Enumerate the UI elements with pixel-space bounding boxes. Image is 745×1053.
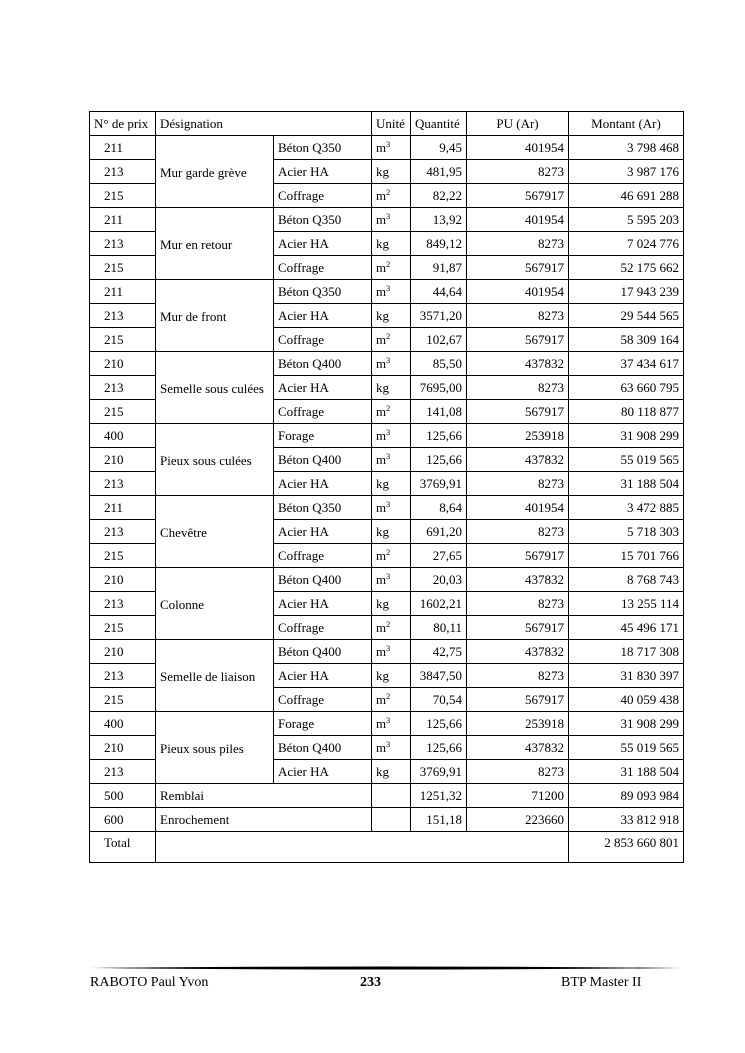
item-cell: Acier HA <box>274 760 372 784</box>
quantity-cell: 8,64 <box>411 496 467 520</box>
unit-cell <box>372 664 411 688</box>
quantity-cell: 85,50 <box>411 352 467 376</box>
item-cell: Béton Q400 <box>274 640 372 664</box>
amount-cell: 58 309 164 <box>569 328 684 352</box>
unit-text: m <box>376 572 387 587</box>
unit-exponent: 2 <box>386 548 391 557</box>
total-amount: 2 853 660 801 <box>569 832 684 863</box>
unit-cell <box>372 376 411 400</box>
group-designation-cell: Semelle sous culées <box>156 352 274 424</box>
unit-cell <box>372 616 411 640</box>
amount-cell: 31 908 299 <box>569 424 684 448</box>
item-cell: Forage <box>274 712 372 736</box>
unit-cell <box>372 448 411 472</box>
item-cell: Béton Q350 <box>274 208 372 232</box>
unit-cell <box>372 232 411 256</box>
unit-price-cell: 401954 <box>467 208 569 232</box>
price-number-cell: 600 <box>90 808 156 832</box>
group-designation-cell: Pieux sous piles <box>156 712 274 784</box>
footer-course: BTP Master II <box>561 975 642 990</box>
unit-text: m <box>376 212 387 227</box>
unit-cell <box>372 592 411 616</box>
item-cell: Acier HA <box>274 376 372 400</box>
amount-cell: 55 019 565 <box>569 736 684 760</box>
unit-text: m <box>376 428 387 443</box>
unit-price-cell: 567917 <box>467 184 569 208</box>
unit-text: m <box>376 332 387 347</box>
quantity-cell: 13,92 <box>411 208 467 232</box>
unit-cell <box>372 472 411 496</box>
quantity-cell: 42,75 <box>411 640 467 664</box>
unit-cell <box>372 208 411 232</box>
amount-cell: 52 175 662 <box>569 256 684 280</box>
amount-cell: 5 595 203 <box>569 208 684 232</box>
item-cell: Acier HA <box>274 592 372 616</box>
amount-cell: 5 718 303 <box>569 520 684 544</box>
unit-price-cell: 437832 <box>467 568 569 592</box>
unit-exponent: 2 <box>386 188 391 197</box>
header-unit: Unité <box>372 112 411 136</box>
unit-price-cell: 567917 <box>467 400 569 424</box>
item-cell: Coffrage <box>274 616 372 640</box>
unit-text: kg <box>376 596 389 611</box>
unit-exponent: 3 <box>386 356 391 365</box>
quantity-cell: 849,12 <box>411 232 467 256</box>
unit-price-cell: 8273 <box>467 472 569 496</box>
unit-text: kg <box>376 476 389 491</box>
unit-cell <box>372 808 411 832</box>
price-number-cell: 211 <box>90 208 156 232</box>
group-designation-cell: Mur de front <box>156 280 274 352</box>
footer-page-number: 233 <box>360 975 381 990</box>
unit-price-cell: 567917 <box>467 688 569 712</box>
unit-cell <box>372 184 411 208</box>
amount-cell: 17 943 239 <box>569 280 684 304</box>
group-designation-cell: Semelle de liaison <box>156 640 274 712</box>
quantity-cell: 1251,32 <box>411 784 467 808</box>
unit-exponent: 2 <box>386 404 391 413</box>
price-number-cell: 213 <box>90 472 156 496</box>
table-row <box>90 208 684 232</box>
unit-text: kg <box>376 668 389 683</box>
bill-of-quantities-table <box>89 111 684 863</box>
table-row <box>90 280 684 304</box>
quantity-cell: 1602,21 <box>411 592 467 616</box>
amount-cell: 55 019 565 <box>569 448 684 472</box>
price-number-cell: 500 <box>90 784 156 808</box>
unit-price-cell: 8273 <box>467 664 569 688</box>
quantity-cell: 3769,91 <box>411 472 467 496</box>
unit-text: kg <box>376 236 389 251</box>
unit-exponent: 3 <box>386 572 391 581</box>
unit-text: kg <box>376 764 389 779</box>
unit-text: m <box>376 284 387 299</box>
item-cell: Béton Q350 <box>274 280 372 304</box>
price-number-cell: 215 <box>90 328 156 352</box>
unit-exponent: 2 <box>386 692 391 701</box>
amount-cell: 63 660 795 <box>569 376 684 400</box>
quantity-cell: 125,66 <box>411 424 467 448</box>
quantity-cell: 80,11 <box>411 616 467 640</box>
item-cell: Acier HA <box>274 304 372 328</box>
quantity-cell: 27,65 <box>411 544 467 568</box>
quantity-cell: 102,67 <box>411 328 467 352</box>
quantity-cell: 141,08 <box>411 400 467 424</box>
quantity-cell: 125,66 <box>411 736 467 760</box>
designation-cell: Remblai <box>156 784 372 808</box>
table-row <box>90 568 684 592</box>
group-designation-cell: Colonne <box>156 568 274 640</box>
unit-price-cell: 567917 <box>467 616 569 640</box>
item-cell: Acier HA <box>274 160 372 184</box>
unit-text: m <box>376 260 387 275</box>
table-body <box>90 112 684 863</box>
price-number-cell: 215 <box>90 616 156 640</box>
table-row <box>90 496 684 520</box>
unit-price-cell: 437832 <box>467 352 569 376</box>
price-number-cell: 211 <box>90 280 156 304</box>
item-cell: Béton Q400 <box>274 448 372 472</box>
item-cell: Acier HA <box>274 520 372 544</box>
unit-cell <box>372 328 411 352</box>
unit-price-cell: 401954 <box>467 136 569 160</box>
unit-cell <box>372 280 411 304</box>
amount-cell: 80 118 877 <box>569 400 684 424</box>
unit-exponent: 3 <box>386 500 391 509</box>
unit-text: m <box>376 404 387 419</box>
table-row <box>90 784 684 808</box>
unit-text: kg <box>376 164 389 179</box>
unit-cell <box>372 304 411 328</box>
unit-exponent: 3 <box>386 212 391 221</box>
item-cell: Acier HA <box>274 232 372 256</box>
unit-exponent: 3 <box>386 140 391 149</box>
amount-cell: 13 255 114 <box>569 592 684 616</box>
group-designation-cell: Chevêtre <box>156 496 274 568</box>
unit-text: m <box>376 644 387 659</box>
quantity-cell: 44,64 <box>411 280 467 304</box>
amount-cell: 33 812 918 <box>569 808 684 832</box>
price-number-cell: 213 <box>90 760 156 784</box>
quantity-cell: 9,45 <box>411 136 467 160</box>
amount-cell: 3 472 885 <box>569 496 684 520</box>
header-qty: Quantité <box>411 112 467 136</box>
unit-price-cell: 8273 <box>467 520 569 544</box>
quantity-cell: 70,54 <box>411 688 467 712</box>
unit-price-cell: 8273 <box>467 760 569 784</box>
item-cell: Coffrage <box>274 544 372 568</box>
unit-exponent: 3 <box>386 740 391 749</box>
unit-text: m <box>376 452 387 467</box>
item-cell: Coffrage <box>274 400 372 424</box>
amount-cell: 3 987 176 <box>569 160 684 184</box>
footer-author: RABOTO Paul Yvon <box>90 975 209 990</box>
amount-cell: 31 188 504 <box>569 760 684 784</box>
unit-cell <box>372 544 411 568</box>
item-cell: Béton Q350 <box>274 496 372 520</box>
header-pu: PU (Ar) <box>467 112 569 136</box>
unit-cell <box>372 736 411 760</box>
unit-exponent: 2 <box>386 620 391 629</box>
amount-cell: 29 544 565 <box>569 304 684 328</box>
designation-cell: Enrochement <box>156 808 372 832</box>
quantity-cell: 125,66 <box>411 712 467 736</box>
item-cell: Acier HA <box>274 472 372 496</box>
unit-text: kg <box>376 308 389 323</box>
price-number-cell: 211 <box>90 496 156 520</box>
unit-exponent: 2 <box>386 332 391 341</box>
table-row <box>90 352 684 376</box>
unit-cell <box>372 496 411 520</box>
unit-text: m <box>376 356 387 371</box>
unit-cell <box>372 400 411 424</box>
unit-price-cell: 401954 <box>467 280 569 304</box>
quantity-cell: 151,18 <box>411 808 467 832</box>
amount-cell: 89 093 984 <box>569 784 684 808</box>
price-number-cell: 400 <box>90 424 156 448</box>
item-cell: Béton Q400 <box>274 568 372 592</box>
price-number-cell: 213 <box>90 520 156 544</box>
unit-exponent: 3 <box>386 716 391 725</box>
unit-text: m <box>376 500 387 515</box>
item-cell: Coffrage <box>274 184 372 208</box>
unit-cell <box>372 256 411 280</box>
quantity-cell: 20,03 <box>411 568 467 592</box>
amount-cell: 8 768 743 <box>569 568 684 592</box>
item-cell: Béton Q400 <box>274 352 372 376</box>
group-designation-cell: Mur garde grève <box>156 136 274 208</box>
unit-price-cell: 8273 <box>467 592 569 616</box>
unit-price-cell: 437832 <box>467 640 569 664</box>
table-row <box>90 712 684 736</box>
total-label: Total <box>90 832 156 863</box>
unit-text: kg <box>376 380 389 395</box>
unit-price-cell: 223660 <box>467 808 569 832</box>
item-cell: Coffrage <box>274 328 372 352</box>
amount-cell: 40 059 438 <box>569 688 684 712</box>
group-designation-cell: Pieux sous culées <box>156 424 274 496</box>
unit-cell <box>372 784 411 808</box>
unit-cell <box>372 640 411 664</box>
quantity-cell: 91,87 <box>411 256 467 280</box>
quantity-cell: 481,95 <box>411 160 467 184</box>
unit-cell <box>372 352 411 376</box>
unit-text: m <box>376 620 387 635</box>
unit-cell <box>372 712 411 736</box>
unit-cell <box>372 136 411 160</box>
table-row <box>90 640 684 664</box>
price-number-cell: 215 <box>90 688 156 712</box>
unit-cell <box>372 520 411 544</box>
item-cell: Béton Q350 <box>274 136 372 160</box>
unit-exponent: 3 <box>386 452 391 461</box>
item-cell: Béton Q400 <box>274 736 372 760</box>
quantity-cell: 691,20 <box>411 520 467 544</box>
amount-cell: 31 188 504 <box>569 472 684 496</box>
unit-exponent: 3 <box>386 428 391 437</box>
amount-cell: 31 908 299 <box>569 712 684 736</box>
price-number-cell: 215 <box>90 544 156 568</box>
unit-price-cell: 567917 <box>467 328 569 352</box>
header-row <box>90 112 684 136</box>
header-num: N° de prix <box>90 112 156 136</box>
unit-price-cell: 8273 <box>467 160 569 184</box>
price-number-cell: 213 <box>90 304 156 328</box>
amount-cell: 45 496 171 <box>569 616 684 640</box>
total-row <box>90 832 684 863</box>
price-number-cell: 213 <box>90 592 156 616</box>
unit-text: m <box>376 140 387 155</box>
quantity-cell: 3847,50 <box>411 664 467 688</box>
unit-cell <box>372 160 411 184</box>
unit-price-cell: 437832 <box>467 736 569 760</box>
amount-cell: 46 691 288 <box>569 184 684 208</box>
unit-cell <box>372 568 411 592</box>
price-number-cell: 215 <box>90 400 156 424</box>
unit-text: m <box>376 548 387 563</box>
item-cell: Forage <box>274 424 372 448</box>
unit-price-cell: 401954 <box>467 496 569 520</box>
unit-price-cell: 567917 <box>467 544 569 568</box>
unit-price-cell: 8273 <box>467 376 569 400</box>
unit-text: m <box>376 716 387 731</box>
unit-cell <box>372 688 411 712</box>
unit-price-cell: 437832 <box>467 448 569 472</box>
unit-text: m <box>376 692 387 707</box>
price-number-cell: 210 <box>90 736 156 760</box>
price-number-cell: 215 <box>90 184 156 208</box>
header-designation: Désignation <box>156 112 372 136</box>
item-cell: Coffrage <box>274 688 372 712</box>
unit-price-cell: 567917 <box>467 256 569 280</box>
amount-cell: 7 024 776 <box>569 232 684 256</box>
price-number-cell: 213 <box>90 160 156 184</box>
group-designation-cell: Mur en retour <box>156 208 274 280</box>
footer-divider <box>90 966 682 970</box>
quantity-cell: 7695,00 <box>411 376 467 400</box>
price-number-cell: 210 <box>90 640 156 664</box>
unit-exponent: 3 <box>386 284 391 293</box>
unit-cell <box>372 760 411 784</box>
price-number-cell: 210 <box>90 352 156 376</box>
amount-cell: 3 798 468 <box>569 136 684 160</box>
unit-exponent: 2 <box>386 260 391 269</box>
header-amount: Montant (Ar) <box>569 112 684 136</box>
quantity-cell: 125,66 <box>411 448 467 472</box>
unit-text: m <box>376 740 387 755</box>
table-row <box>90 136 684 160</box>
total-spacer-cell <box>156 832 569 863</box>
price-number-cell: 211 <box>90 136 156 160</box>
amount-cell: 15 701 766 <box>569 544 684 568</box>
item-cell: Acier HA <box>274 664 372 688</box>
unit-price-cell: 71200 <box>467 784 569 808</box>
quantity-cell: 3769,91 <box>411 760 467 784</box>
unit-price-cell: 253918 <box>467 424 569 448</box>
unit-price-cell: 253918 <box>467 712 569 736</box>
unit-exponent: 3 <box>386 644 391 653</box>
quantity-cell: 82,22 <box>411 184 467 208</box>
unit-text: m <box>376 188 387 203</box>
price-number-cell: 400 <box>90 712 156 736</box>
table-row <box>90 808 684 832</box>
unit-price-cell: 8273 <box>467 232 569 256</box>
price-number-cell: 210 <box>90 568 156 592</box>
unit-price-cell: 8273 <box>467 304 569 328</box>
item-cell: Coffrage <box>274 256 372 280</box>
price-number-cell: 213 <box>90 664 156 688</box>
price-number-cell: 215 <box>90 256 156 280</box>
unit-text: kg <box>376 524 389 539</box>
amount-cell: 31 830 397 <box>569 664 684 688</box>
amount-cell: 37 434 617 <box>569 352 684 376</box>
price-number-cell: 210 <box>90 448 156 472</box>
table-row <box>90 424 684 448</box>
price-number-cell: 213 <box>90 232 156 256</box>
unit-cell <box>372 424 411 448</box>
quantity-cell: 3571,20 <box>411 304 467 328</box>
amount-cell: 18 717 308 <box>569 640 684 664</box>
price-number-cell: 213 <box>90 376 156 400</box>
